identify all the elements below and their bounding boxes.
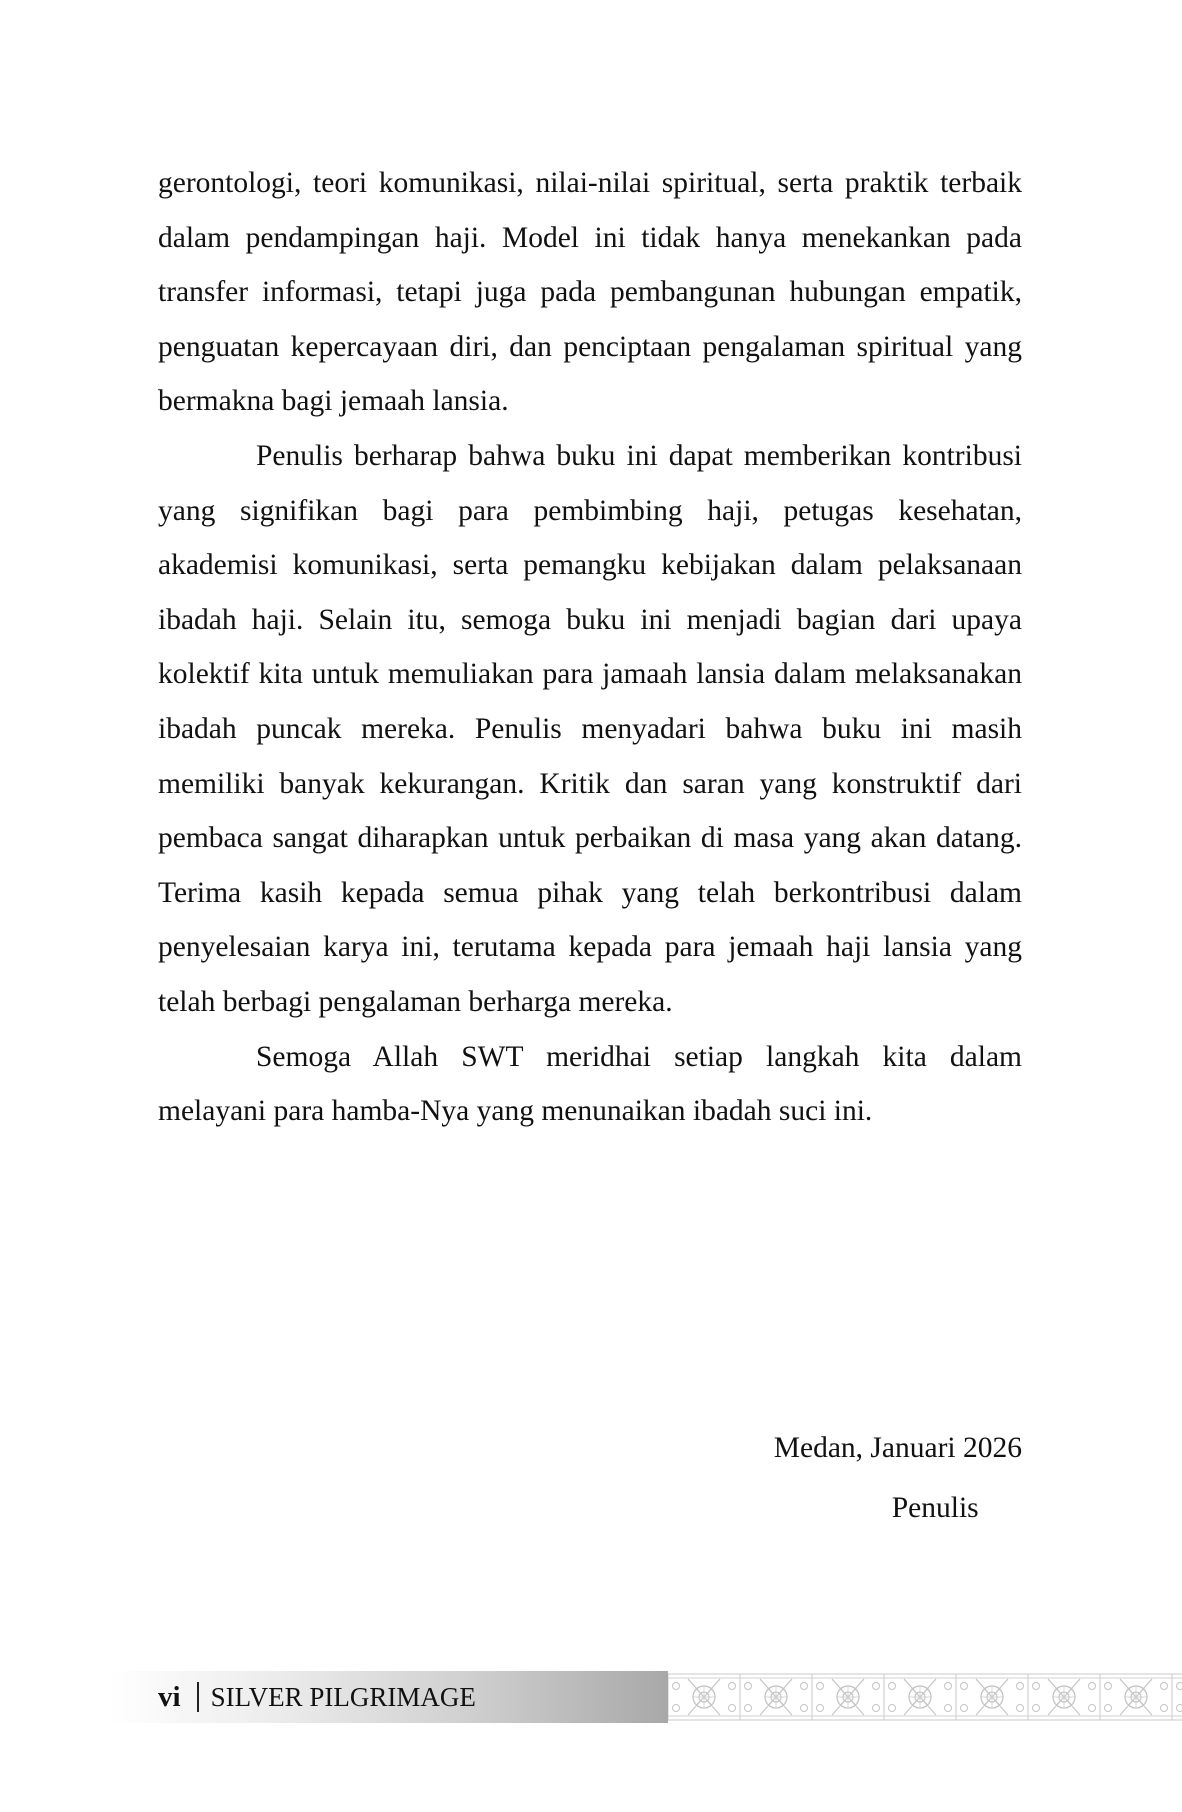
- book-title: SILVER PILGRIMAGE: [210, 1681, 476, 1712]
- page-number: vi: [158, 1680, 181, 1713]
- ornament-border-icon: [668, 1671, 1182, 1723]
- body-text: [158, 156, 1022, 1139]
- paragraph: gerontologi, teori komunikasi, nilai-nilai spiritual, serta praktik terbaik dalam pendampingan haji. Model ini tidak hanya menekankan pada transfer informasi, tetapi juga pada pembangunan hubungan empatik, penguatan kepercayaan diri, dan penciptaan pengalaman spiritual yang bermakna bagi jemaah lansia.: [158, 167, 1022, 418]
- running-footer: [158, 1676, 476, 1718]
- paragraph: Penulis berharap bahwa buku ini dapat memberikan kontribusi yang signifikan bagi para pembimbing haji, petugas kesehatan, akademisi komunikasi, serta pemangku kebijakan dalam pelaksanaan ibadah haji. Selain itu, semoga buku ini menjadi bagian dari upaya kolektif kita untuk memuliakan para jamaah lansia dalam melaksanakan ibadah puncak mereka. Penulis menyadari bahwa buku ini masih memiliki banyak kekurangan. Kritik dan saran yang konstruktif dari pembaca sangat diharapkan untuk perbaikan di masa yang akan datang. Terima kasih kepada semua pihak yang telah berkontribusi dalam penyelesaian karya ini, terutama kepada para jemaah haji lansia yang telah berbagi pengalaman berharga mereka.: [158, 439, 1022, 1018]
- place-date: Medan, Januari 2026: [773, 1432, 1022, 1464]
- signature-block: [774, 1418, 1022, 1538]
- author-label: Penulis: [891, 1492, 979, 1524]
- paragraph: Semoga Allah SWT meridhai setiap langkah kita dalam melayani para hamba-Nya yang menunaikan ibadah suci ini.: [158, 1040, 1022, 1128]
- footer-divider: [197, 1682, 199, 1712]
